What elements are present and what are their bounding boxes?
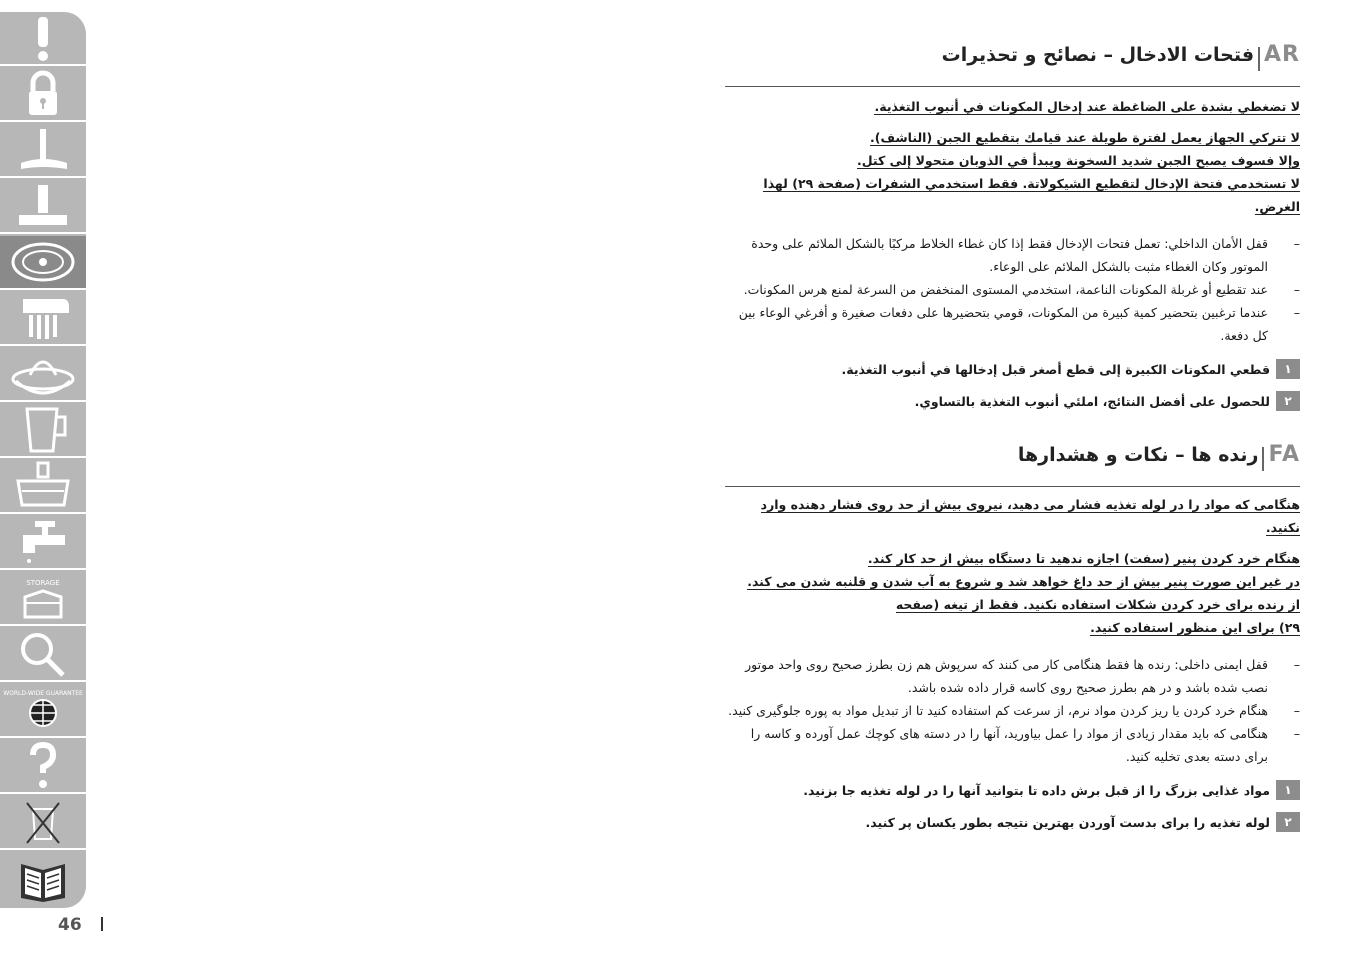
- guarantee-text: WORLD-WIDE GUARANTEE: [3, 690, 83, 697]
- step-number: ١: [1276, 780, 1300, 800]
- step-item: [725, 812, 1300, 832]
- step-text: للحصول على أفضل النتائج، املئي أنبوب التغذية بالتساوي.: [914, 393, 1270, 409]
- tap-icon[interactable]: [0, 516, 86, 570]
- step-number: ٢: [1276, 391, 1300, 411]
- warning-text: هنگامی که مواد را در لوله تغذیه فشار می دهید، نیروی بیش از حد روی فشار دهنده وارد نکنید.: [760, 497, 1300, 535]
- storage-text: STORAGE: [26, 579, 60, 587]
- question-icon[interactable]: [0, 740, 86, 794]
- page-number: 46: [58, 915, 82, 935]
- warning-text: از رنده برای خرد کردن شکلات استفاده نکنید. فقط از تیغه (صفحه ٢٩) برای این منظور استفاده کنید.: [895, 597, 1300, 635]
- heading-divider: [1262, 447, 1264, 471]
- list-item: – قفل ایمنی داخلی: رنده ها فقط هنگامی کار می کنند که سرپوش هم زن بطرز صحیح روی واحد موتور نصب شده باشد و در هم بطرز صحیح روی کاسه قرار داده شده باشد.: [725, 653, 1300, 699]
- storage-icon[interactable]: [0, 572, 86, 626]
- heading-divider: [1258, 47, 1260, 71]
- warning-text: وإلا فسوف يصبح الجبن شديد السخونة ويبدأ في الذوبان متحولا إلى كتل.: [856, 153, 1300, 168]
- warning-icon[interactable]: [0, 12, 86, 66]
- step-item: [725, 391, 1300, 411]
- list-item: – قفل الأمان الداخلي: تعمل فتحات الإدخال فقط إذا كان غطاء الخلاط مركبًا بالشكل الملائم على وحدة الموتور وكان الغطاء مثبت بالشكل الملائم على الوعاء.: [725, 232, 1300, 278]
- list-item: – هنگامی که باید مقدار زیادی از مواد را عمل بیاورید، آنها را در دسته های کوچك عمل آورده و کاسه را برای دسته بعدی تخلیه کنید.: [725, 722, 1300, 768]
- step-number: ١: [1276, 359, 1300, 379]
- section-title: رنده ها – نکات و هشدارها: [1017, 444, 1259, 466]
- warning-text: در غیر این صورت پنیر بیش از حد داغ خواهد شد و شروع به آب شدن و قلنبه شدن می کند.: [747, 574, 1300, 589]
- step-text: مواد غذایی بزرگ را از قبل برش داده تا بتوانید آنها را در لوله تغذیه جا بزنید.: [803, 782, 1270, 798]
- whisk-icon[interactable]: [0, 292, 86, 346]
- step-item: [725, 780, 1300, 800]
- heading-rule: [725, 486, 1300, 487]
- section-heading: [725, 42, 1300, 76]
- section-ar: [725, 42, 1300, 411]
- page-number-divider: [101, 917, 103, 931]
- section-fa: [725, 442, 1300, 832]
- magnifier-icon[interactable]: [0, 628, 86, 682]
- blade-icon[interactable]: [0, 124, 86, 178]
- disc-icon[interactable]: [0, 236, 86, 290]
- food-processor-icon[interactable]: [0, 460, 86, 514]
- crossed-bin-icon[interactable]: [0, 796, 86, 850]
- manual-icon[interactable]: [0, 852, 86, 906]
- guarantee-icon[interactable]: [0, 684, 86, 738]
- step-number: ٢: [1276, 812, 1300, 832]
- knife-blade-icon[interactable]: [0, 180, 86, 234]
- step-item: [725, 359, 1300, 379]
- warning-text: هنگام خرد کردن پنیر (سفت) اجازه ندهید تا دستگاه بیش از حد کار کند.: [867, 551, 1300, 566]
- list-item: – عندما ترغبين بتحضير كمية كبيرة من المكونات، قومي بتحضيرها على دفعات صغيرة و أفرغي الوعاء بين كل دفعة.: [725, 301, 1300, 347]
- section-title: فتحات الادخال – نصائح و تحذيرات: [941, 44, 1255, 66]
- section-heading: [725, 442, 1300, 476]
- list-item: – عند تقطيع أو غربلة المكونات الناعمة، استخدمي المستوى المنخفض من السرعة لمنع هرس المكونات.: [725, 278, 1300, 301]
- warning-text: لا تستخدمي فتحة الإدخال لتقطيع الشيكولاتة. فقط استخدمي الشفرات (صفحة ٢٩) لهذا الغرض.: [763, 176, 1300, 214]
- tips-list: [725, 653, 1300, 768]
- heading-rule: [725, 86, 1300, 87]
- tips-list: [725, 232, 1300, 347]
- lock-icon[interactable]: [0, 68, 86, 122]
- warning-text: لا تضغطي بشدة على الضاغطة عند إدخال المكونات في أنبوب التغذية.: [874, 99, 1300, 114]
- step-text: قطعي المكونات الكبيرة إلى قطع أصغر قبل إدخالها في أنبوب التغذية.: [841, 361, 1270, 377]
- language-code: FA: [1268, 442, 1300, 467]
- list-item: – هنگام خرد کردن یا ریز کردن مواد نرم، از سرعت کم استفاده کنید تا از تبدیل مواد به پوره جلوگیری کنید.: [725, 699, 1300, 722]
- step-text: لوله تغذیه را برای بدست آوردن بهترین نتیجه بطور یکسان پر کنید.: [865, 814, 1270, 830]
- warning-text: لا تتركي الجهاز يعمل لفترة طويلة عند قيامك بتقطيع الجبن (الناشف).: [870, 130, 1300, 145]
- blender-jug-icon[interactable]: [0, 404, 86, 458]
- citrus-press-icon[interactable]: [0, 348, 86, 402]
- sidebar-icon-tabs: [0, 12, 86, 908]
- language-code: AR: [1264, 42, 1300, 67]
